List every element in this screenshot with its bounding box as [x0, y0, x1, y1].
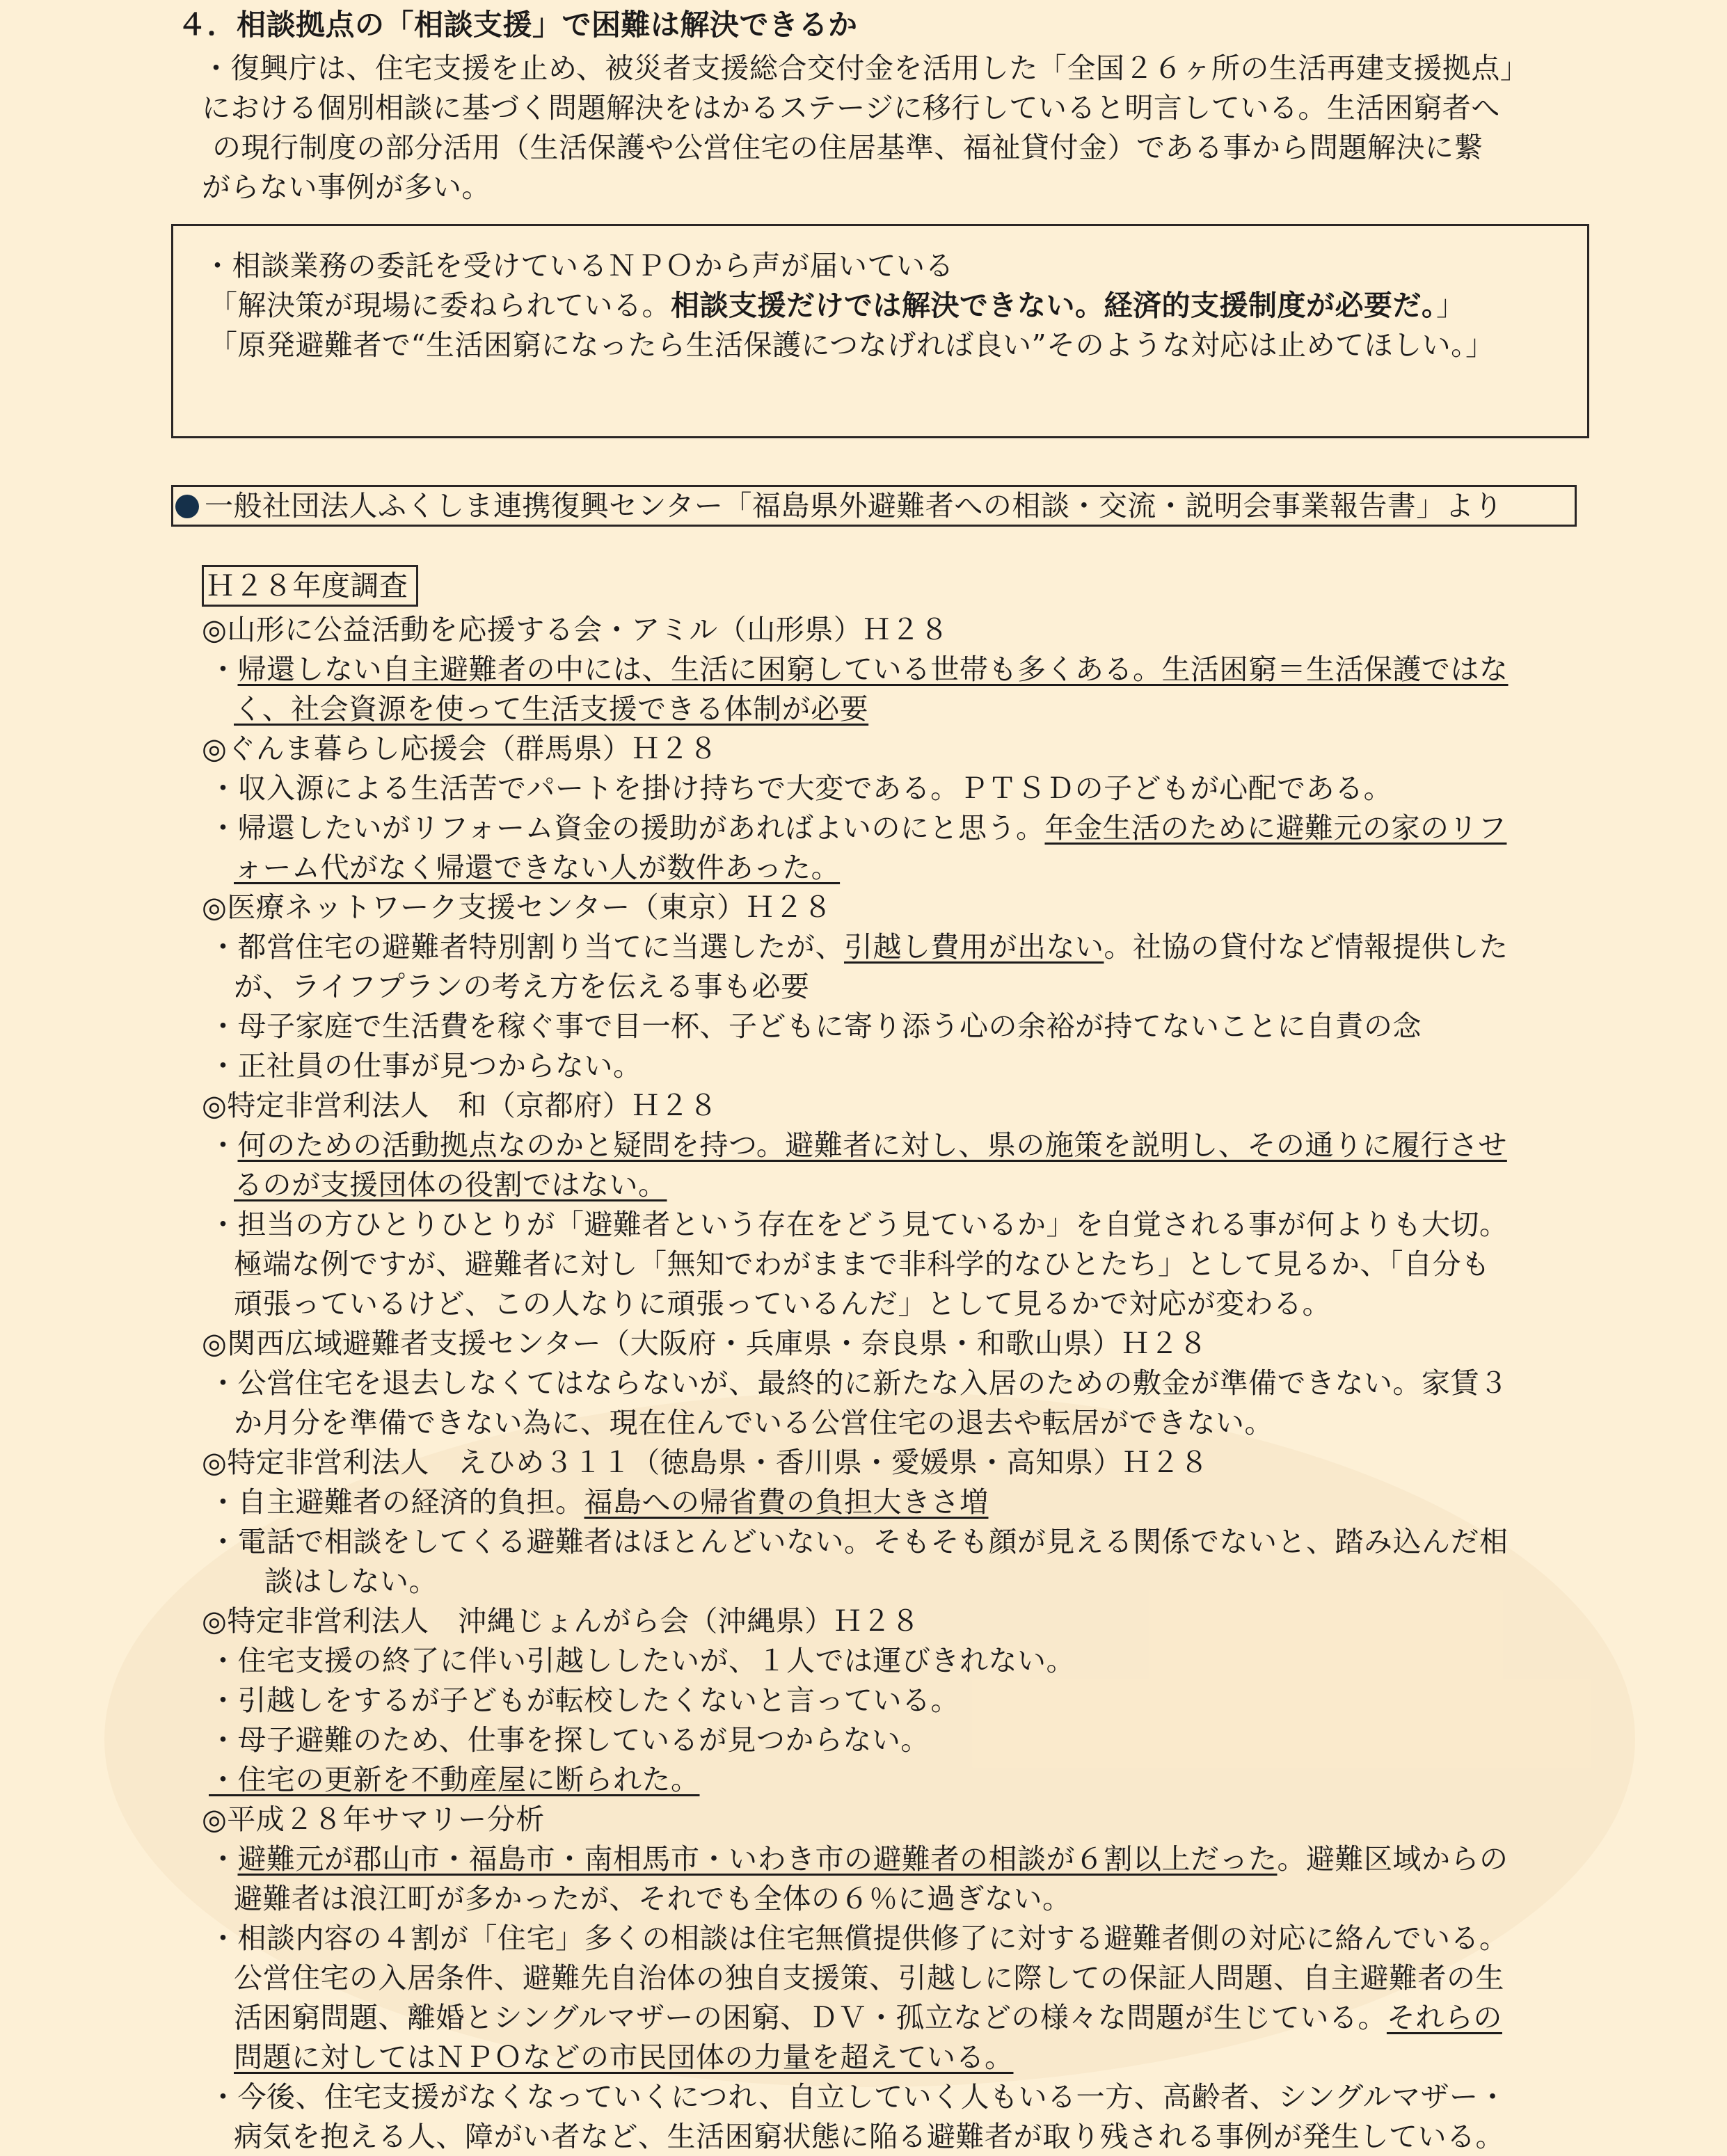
s2-bullet-2-line-2: ォーム代がなく帰還できない人が数件あった。	[234, 851, 841, 884]
quote-line-2	[209, 288, 1465, 323]
report-title	[175, 488, 1503, 523]
s7-bullet-3: ・母子避難のため、仕事を探しているが見つからない。	[209, 1723, 930, 1757]
s1-bullet-1-line-2: く、社会資源を使って生活支援できる体制が必要	[234, 692, 869, 726]
s4-bullet-1-line-1: ・何のための活動拠点なのかと疑問を持つ。避難者に対し、県の施策を説明し、その通りに履行させ	[209, 1128, 1507, 1162]
s2-bullet-2-start: ・帰還したいがリフォーム資金の援助があればよいのにと思う。	[209, 811, 1045, 845]
s5-bullet-1-line-2: か月分を準備できない為に、現在住んでいる公営住宅の退去や転居ができない。	[234, 1406, 1273, 1439]
quote-line-2-start: 「解決策が現場に委ねられている。	[209, 289, 671, 322]
s2-bullet-2-line-1	[209, 811, 1506, 845]
s8-bullet-2-line-2: 公営住宅の入居条件、避難先自治体の独自支援策、引越しに際しての保証人問題、自主避難者の生	[234, 1961, 1504, 1995]
section-4-para-line-2: における個別相談に基づく問題解決をはかるステージに移行していると明言している。生活困窮者へ	[202, 91, 1500, 125]
s7-heading: ◎特定非営利法人 沖縄じょんがら会（沖縄県）Ｈ２８	[202, 1604, 921, 1638]
s5-bullet-1-line-1: ・公営住宅を退去しなくてはならないが、最終的に新たな入居のための敷金が準備できない。家賃３	[209, 1366, 1509, 1400]
s4-bullet-2-line-2: 極端な例ですが、避難者に対し「無知でわがままで非科学的なひとたち」として見るか、「自分も	[234, 1247, 1490, 1281]
s8-bullet-3-line-1: ・今後、住宅支援がなくなっていくにつれ、自立していく人もいる一方、高齢者、シングルマザー・	[209, 2080, 1508, 2114]
s6-bullet-2-line-1: ・電話で相談をしてくる避難者はほとんどいない。そもそも顔が見える関係でないと、踏み込んだ相	[209, 1525, 1509, 1558]
quote-line-2-end: 」	[1436, 289, 1465, 322]
section-4-para-line-3: の現行制度の部分活用（生活保護や公営住宅の住居基準、福祉貸付金）である事から問題解決に繋	[212, 131, 1483, 164]
s1-bullet-1-line-1: ・帰還しない自主避難者の中には、生活に困窮している世帯も多くある。生活困窮＝生活保護ではな	[209, 653, 1509, 686]
s7-bullet-4: ・住宅の更新を不動産屋に断られた。	[209, 1763, 700, 1796]
s6-heading: ◎特定非営利法人 えひめ３１１（徳島県・香川県・愛媛県・高知県）Ｈ２８	[202, 1446, 1209, 1479]
s8-bullet-2-line-3-start: 活困窮問題、離婚とシングルマザーの困窮、ＤＶ・孤立などの様々な問題が生じている。	[234, 2001, 1387, 2034]
quote-line-3: 「原発避難者で“生活困窮になったら生活保護につなげれば良い”そのような対応は止めてほしい。」	[209, 328, 1495, 362]
s4-bullet-2-line-1: ・担当の方ひとりひとりが「避難者という存在をどう見ているか」を自覚される事が何よりも大切。	[209, 1208, 1509, 1241]
s4-bullet-1-line-2: るのが支援団体の役割ではない。	[234, 1168, 667, 1201]
bullet-dot-icon	[175, 495, 199, 518]
section-4-heading: ４．相談拠点の「相談支援」で困難は解決できるか	[177, 8, 858, 42]
year-label: Ｈ２８年度調査	[206, 569, 408, 602]
s8-bullet-1-line-1: ・避難元が郡山市・福島市・南相馬市・いわき市の避難者の相談が６割以上だった。避難区域からの	[209, 1842, 1509, 1876]
s4-bullet-2-line-3: 頑張っているけど、この人なりに頑張っているんだ」として見るかで対応が変わる。	[234, 1287, 1331, 1320]
s3-bullet-2: ・母子家庭で生活費を稼ぐ事で目一杯、子どもに寄り添う心の余裕が持てないことに自責の念	[209, 1009, 1422, 1043]
section-4-para-line-4: がらない事例が多い。	[202, 170, 491, 204]
s4-bullet-1-line-1-text: 何のための活動拠点なのかと疑問を持つ。避難者に対し、県の施策を説明し、その通りに履行させ	[237, 1128, 1507, 1162]
s3-bullet-1-start: ・都営住宅の避難者特別割り当てに当選したが、	[209, 930, 844, 964]
s6-bullet-1-underlined: 福島への帰省費の負担大きさ増	[584, 1485, 989, 1519]
s8-bullet-2-line-3	[234, 2000, 1502, 2035]
s3-bullet-1-end: 。社協の貸付など情報提供した	[1104, 930, 1509, 964]
s6-bullet-1	[209, 1485, 989, 1519]
s8-bullet-2-line-1: ・相談内容の４割が「住宅」多くの相談は住宅無償提供修了に対する避難者側の対応に絡んでいる。	[209, 1922, 1509, 1955]
s1-heading: ◎山形に公益活動を応援する会・アミル（山形県）Ｈ２８	[202, 613, 949, 646]
s3-bullet-1-line-1	[209, 929, 1509, 964]
s2-bullet-2-underlined: 年金生活のために避難元の家のリフ	[1044, 811, 1507, 845]
s1-bullet-1-line-1-text: 帰還しない自主避難者の中には、生活に困窮している世帯も多くある。生活困窮＝生活保護ではな	[237, 653, 1509, 686]
s3-bullet-1-underlined: 引越し費用が出ない	[844, 930, 1104, 964]
s2-heading: ◎ぐんま暮らし応援会（群馬県）Ｈ２８	[202, 732, 718, 765]
section-4-para-line-1: ・復興庁は、住宅支援を止め、被災者支援総合交付金を活用した「全国２６ヶ所の生活再建支援拠点」	[202, 51, 1529, 85]
quote-line-1: ・相談業務の委託を受けているＮＰＯから声が届いている	[203, 249, 954, 282]
s6-bullet-2-line-2: 談はしない。	[264, 1565, 438, 1598]
s3-bullet-3: ・正社員の仕事が見つからない。	[209, 1049, 642, 1083]
s2-bullet-1: ・収入源による生活苦でパートを掛け持ちで大変である。ＰＴＳＤの子どもが心配である。	[209, 772, 1393, 805]
s7-bullet-2: ・引越しをするが子どもが転校したくないと言っている。	[209, 1684, 960, 1717]
s8-heading: ◎平成２８年サマリー分析	[202, 1803, 545, 1836]
s3-bullet-1-line-2: が、ライフプランの考え方を伝える事も必要	[234, 970, 810, 1003]
s8-bullet-1-end: 。避難区域からの	[1277, 1842, 1509, 1876]
s8-bullet-1-line-2: 避難者は浪江町が多かったが、それでも全体の６％に過ぎない。	[234, 1882, 1072, 1915]
quote-line-2-emphasis: 相談支援だけでは解決できない。経済的支援制度が必要だ。	[671, 289, 1436, 322]
s8-bullet-2-line-4: 問題に対してはＮＰＯなどの市民団体の力量を超えている。	[234, 2041, 1014, 2074]
s6-bullet-1-start: ・自主避難者の経済的負担。	[209, 1485, 584, 1519]
s7-bullet-1: ・住宅支援の終了に伴い引越ししたいが、１人では運びきれない。	[209, 1644, 1075, 1677]
s8-bullet-1-underlined: 避難元が郡山市・福島市・南相馬市・いわき市の避難者の相談が６割以上だった	[237, 1842, 1278, 1876]
s5-heading: ◎関西広域避難者支援センター（大阪府・兵庫県・奈良県・和歌山県）Ｈ２８	[202, 1327, 1208, 1360]
report-title-text: 一般社団法人ふくしま連携復興センター「福島県外避難者への相談・交流・説明会事業報告書」より	[205, 489, 1503, 522]
s8-bullet-3-line-2: 病気を抱える人、障がい者など、生活困窮状態に陥る避難者が取り残される事例が発生している。	[234, 2120, 1504, 2153]
s8-bullet-2-line-3-underlined: それらの	[1386, 2001, 1502, 2034]
s4-heading: ◎特定非営利法人 和（京都府）Ｈ２８	[202, 1089, 718, 1122]
s3-heading: ◎医療ネットワーク支援センター（東京）Ｈ２８	[202, 891, 833, 924]
